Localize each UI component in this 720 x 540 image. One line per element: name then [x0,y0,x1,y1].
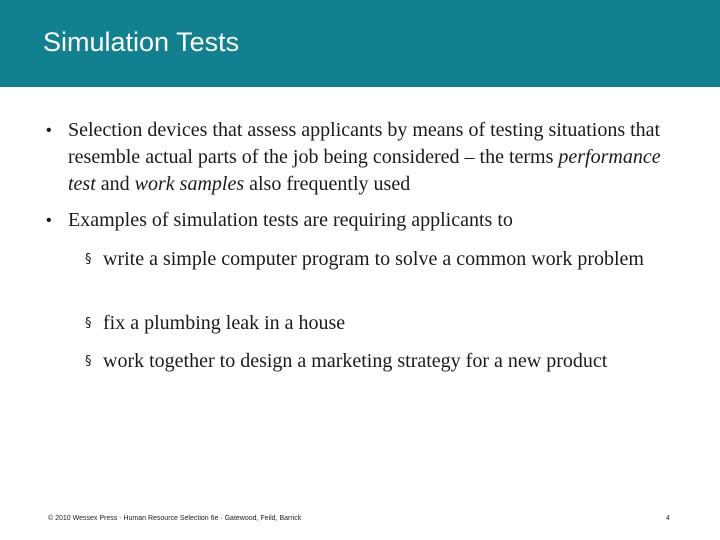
sub-bullet-text: write a simple computer program to solve a common work problem [103,248,644,270]
title-bar [0,0,720,87]
sub-bullet-text: fix a plumbing leak in a house [103,312,346,334]
bullet-item [46,117,668,198]
bullet-marker: • [46,212,52,229]
bullet-item [46,207,668,234]
slide-title: Simulation Tests [43,27,240,57]
bullet-text: also frequently used [244,173,411,195]
sub-bullet-item [85,348,673,375]
sub-bullet-item [85,310,673,337]
bullet-marker: • [46,122,52,139]
footer-copyright: © 2010 Wessex Press · Human Resource Selection 6e · Gatewood, Feild, Barrick [48,515,302,522]
bullet-emphasis: work samples [134,173,245,195]
bullet-text: and [95,173,135,195]
bullet-text: Selection devices that assess applicants by means of testing situations that resemble actual parts of the job being considered – the terms [68,119,661,168]
sub-bullet-marker: § [85,354,92,369]
bullet-text: Examples of simulation tests are requiring applicants to [68,209,513,231]
sub-bullet-text: work together to design a marketing strategy for a new product [103,350,608,372]
page-number: 4 [666,515,670,522]
sub-bullet-item [85,246,673,273]
bullet-emphasis: performance test [68,146,661,195]
sub-bullet-marker: § [85,252,92,267]
sub-bullet-marker: § [85,316,92,331]
